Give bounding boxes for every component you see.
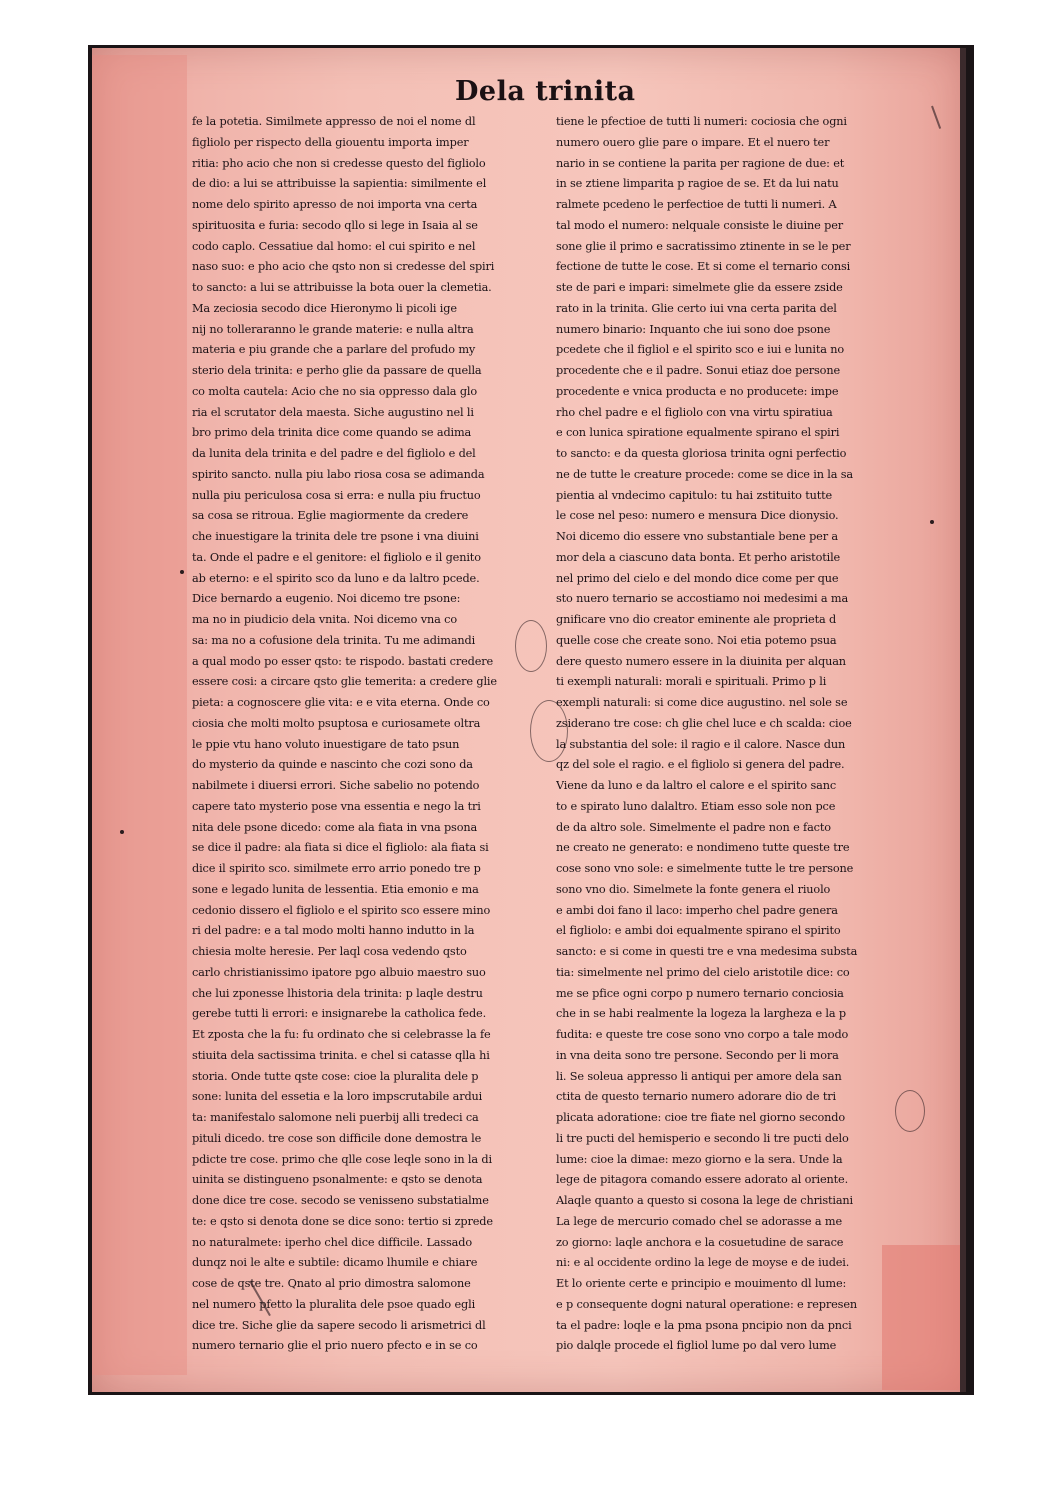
text-line: la substantia del sole: il ragio e il calore. Nasce dun xyxy=(556,737,846,751)
text-line: dere questo numero essere in la diuinita per alquan xyxy=(556,654,846,668)
text-line: ne de tutte le creature procede: come se dice in la sa xyxy=(556,467,854,481)
text-line: sterio dela trinita: e perho glie da passare de quella xyxy=(192,364,482,377)
text-line: ne creato ne generato: e nondimeno tutte queste tre xyxy=(556,841,850,855)
text-line: che in se habi realmente la logeza la largheza e la p xyxy=(556,1007,847,1021)
text-line: cedonio dissero el figliolo e el spirito sco essere mino xyxy=(192,903,491,917)
text-line: do mysterio da quinde e nascinto che cozi sono da xyxy=(192,758,473,772)
text-line: le ppie vtu hano voluto inuestigare de tato psun xyxy=(192,737,460,751)
text-line: lume: cioe la dimae: mezo giorno e la sera. Unde la xyxy=(556,1152,843,1166)
text-line: numero binario: Inquanto che iui sono doe psone xyxy=(556,322,831,336)
text-line: fectione de tutte le cose. Et si come el ternario consi xyxy=(556,260,851,274)
text-line: exempli naturali: si come dice augustino. nel sole se xyxy=(556,696,848,709)
text-line: no naturalmete: iperho chel dice difficile. Lassado xyxy=(192,1235,472,1249)
text-line: spirito sancto. nulla piu labo riosa cosa se adimanda xyxy=(192,467,485,481)
text-line: done dice tre cose. secodo se venisseno substatialme xyxy=(192,1194,489,1207)
water-stain-left xyxy=(92,55,187,1375)
text-line: rho chel padre e el figliolo con vna virtu spiratiua xyxy=(556,405,833,419)
text-line: to sancto: e da questa gloriosa trinita ogni perfectio xyxy=(556,447,847,460)
running-head: Dela trinita xyxy=(455,76,636,107)
text-line: Et zposta che la fu: fu ordinato che si celebrasse la fe xyxy=(192,1028,491,1041)
text-line: procedente e vnica producta e no producete: impe xyxy=(556,384,839,398)
text-line: ti exempli naturali: morali e spirituali. Primo p li xyxy=(556,675,827,689)
text-line: a qual modo po esser qsto: te rispodo. bastati credere xyxy=(192,654,494,668)
text-line: de da altro sole. Simelmente el padre non e facto xyxy=(556,820,831,834)
text-line: uinita se distingueno psonalmente: e qsto se denota xyxy=(192,1173,483,1187)
text-line: nulla piu periculosa cosa si erra: e nulla piu fructuo xyxy=(192,488,481,502)
text-line: te: e qsto si denota done se dice sono: tertio si zprede xyxy=(192,1214,493,1228)
text-line: ralmete pcedeno le perfectioe de tutti li numeri. A xyxy=(556,198,837,211)
text-line: cose sono vno sole: e simelmente tutte le tre persone xyxy=(556,862,854,875)
text-line: li tre pucti del hemisperio e secondo li tre pucti delo xyxy=(556,1131,849,1145)
text-line: nel primo del cielo e del mondo dice come per que xyxy=(556,571,839,585)
text-line: ta. Onde el padre e el genitore: el figliolo e il genito xyxy=(192,550,481,564)
text-line: bro primo dela trinita dice come quando se adima xyxy=(192,426,472,440)
text-line: spirituosita e furia: secodo qllo si lege in Isaia al se xyxy=(192,218,478,232)
text-line: essere cosi: a circare qsto glie temerita: a credere glie xyxy=(192,675,497,689)
text-line: zo giorno: laqle anchora e la cosuetudine de sarace xyxy=(556,1235,844,1249)
text-line: e con lunica spiratione equalmente spirano el spiri xyxy=(556,426,840,440)
text-line: tal modo el numero: nelquale consiste le diuine per xyxy=(556,218,844,232)
right-text-column xyxy=(556,112,896,1357)
text-line: numero ouero glie pare o impare. Et el nuero ter xyxy=(556,135,830,149)
text-line: sa cosa se ritroua. Eglie magiormente da credere xyxy=(192,509,469,523)
text-line: se dice il padre: ala fiata si dice el figliolo: ala fiata si xyxy=(192,841,489,855)
text-line: zsiderano tre cose: ch glie chel luce e ch scalda: cioe xyxy=(556,716,852,730)
text-line: pituli dicedo. tre cose son difficile done demostra le xyxy=(192,1131,482,1145)
text-line: to e spirato luno dalaltro. Etiam esso sole non pce xyxy=(556,799,836,813)
text-line: carlo christianissimo ipatore pgo albuio maestro suo xyxy=(192,965,486,979)
text-line: nel numero pfetto la pluralita dele psoe quado egli xyxy=(192,1297,476,1311)
text-line: ta: manifestalo salomone neli puerbij alli tredeci ca xyxy=(192,1111,479,1124)
text-line: e ambi doi fano il laco: imperho chel padre genera xyxy=(556,903,838,917)
text-line: in se ztiene limparita p ragioe de se. Et da lui natu xyxy=(556,177,839,191)
text-line: nario in se contiene la parita per ragione de due: et xyxy=(556,156,845,170)
text-line: tiene le pfectioe de tutti li numeri: cociosia che ogni xyxy=(556,115,847,128)
text-line: pientia al vndecimo capitulo: tu hai zstituito tutte xyxy=(556,488,833,502)
text-line: sone: lunita del essetia e la loro impscrutabile ardui xyxy=(192,1090,483,1104)
text-line: ria el scrutator dela maesta. Siche augustino nel li xyxy=(192,405,474,419)
text-line: gnificare vno dio creator eminente ale proprieta d xyxy=(556,613,837,626)
text-line: sa: ma no a cofusione dela trinita. Tu me adimandi xyxy=(192,633,476,647)
text-line: ritia: pho acio che non si credesse questo del figliolo xyxy=(192,156,486,170)
margin-dot xyxy=(120,830,124,834)
text-line: storia. Onde tutte qste cose: cioe la pluralita dele p xyxy=(192,1069,479,1083)
pen-flourish xyxy=(895,1090,925,1132)
text-line: pieta: a cognoscere glie vita: e e vita eterna. Onde co xyxy=(192,696,490,709)
text-line: sone glie il primo e sacratissimo ztinente in se le per xyxy=(556,239,851,253)
text-line: plicata adoratione: cioe tre fiate nel giorno secondo xyxy=(556,1111,846,1124)
text-line: lege de pitagora comando essere adorato al oriente. xyxy=(556,1173,849,1187)
text-line: dice tre. Siche glie da sapere secodo li arismetrici dl xyxy=(192,1318,486,1332)
text-line: La lege de mercurio comado chel se adorasse a me xyxy=(556,1214,843,1228)
text-line: da lunita dela trinita e del padre e del figliolo e del xyxy=(192,447,476,460)
text-line: gerebe tutti li errori: e insignarebe la catholica fede. xyxy=(192,1007,487,1021)
text-line: e p consequente dogni natural operatione: e represen xyxy=(556,1297,857,1311)
text-line: nabilmete i diuersi errori. Siche sabelio no potendo xyxy=(192,779,480,792)
text-line: sto nuero ternario se accostiamo noi medesimi a ma xyxy=(556,592,849,606)
left-text-column xyxy=(192,112,532,1357)
text-line: ri del padre: e a tal modo molti hanno indutto in la xyxy=(192,924,475,938)
text-line: ctita de questo ternario numero adorare dio de tri xyxy=(556,1090,836,1104)
text-line: li. Se soleua appresso li antiqui per amore dela san xyxy=(556,1069,842,1083)
text-line: figliolo per rispecto della giouentu importa imper xyxy=(192,135,469,149)
text-line: pio dalqle procede el figliol lume po dal vero lume xyxy=(556,1339,837,1353)
text-line: Dice bernardo a eugenio. Noi dicemo tre psone: xyxy=(192,592,461,606)
text-line: dunqz noi le alte e subtile: dicamo lhumile e chiare xyxy=(192,1256,478,1270)
margin-dot xyxy=(180,570,184,574)
text-line: de dio: a lui se attribuisse la sapientia: similmente el xyxy=(192,177,487,191)
text-line: codo caplo. Cessatiue dal homo: el cui spirito e nel xyxy=(192,239,476,253)
text-line: qz del sole el ragio. e el figliolo si genera del padre. xyxy=(556,758,845,772)
text-line: mor dela a ciascuno data bonta. Et perho aristotile xyxy=(556,550,841,564)
text-line: Alaqle quanto a questo si cosona la lege de christiani xyxy=(556,1194,853,1207)
text-line: sono vno dio. Simelmete la fonte genera el riuolo xyxy=(556,882,831,896)
pen-flourish xyxy=(530,700,568,762)
text-line: co molta cautela: Acio che no sia oppresso dala glo xyxy=(192,384,478,398)
text-line: fudita: e queste tre cose sono vno corpo a tale modo xyxy=(556,1028,849,1041)
text-line: nita dele psone dicedo: come ala fiata in vna psona xyxy=(192,820,478,834)
text-line: sone e legado lunita de lessentia. Etia emonio e ma xyxy=(192,882,479,896)
margin-dot xyxy=(930,520,934,524)
text-line: to sancto: a lui se attribuisse la bota ouer la clemetia. xyxy=(192,281,492,294)
text-line: sancto: e si come in questi tre e vna medesima substa xyxy=(556,945,858,958)
text-line: procedente che e il padre. Sonui etiaz doe persone xyxy=(556,364,840,377)
text-line: ciosia che molti molto psuptosa e curiosamete oltra xyxy=(192,716,481,730)
text-line: numero ternario glie el prio nuero pfecto e in se co xyxy=(192,1339,478,1353)
text-line: ni: e al occidente ordino la lege de moyse e de iudei. xyxy=(556,1256,850,1270)
text-line: ab eterno: e el spirito sco da luno e da laltro pcede. xyxy=(192,571,480,585)
text-line: ta el padre: loqle e la pma psona pncipio non da pnci xyxy=(556,1318,852,1332)
text-line: dice il spirito sco. similmete erro arrio ponedo tre p xyxy=(192,862,481,875)
text-line: che lui zponesse lhistoria dela trinita: p laqle destru xyxy=(192,986,483,1000)
binding-edge xyxy=(960,48,966,1392)
text-line: cose de qste tre. Qnato al prio dimostra salomone xyxy=(192,1277,471,1290)
text-line: materia e piu grande che a parlare del profudo my xyxy=(192,343,476,357)
text-line: che inuestigare la trinita dele tre psone i vna diuini xyxy=(192,530,479,543)
text-line: tia: simelmente nel primo del cielo aristotile dice: co xyxy=(556,965,850,979)
text-line: pcedete che il figliol e el spirito sco e iui e lunita no xyxy=(556,343,845,357)
text-line: quelle cose che create sono. Noi etia potemo psua xyxy=(556,633,837,647)
text-line: me se pfice ogni corpo p numero ternario conciosia xyxy=(556,986,844,1000)
text-line: el figliolo: e ambi doi equalmente spirano el spirito xyxy=(556,924,841,938)
text-line: Viene da luno e da laltro el calore e el spirito sanc xyxy=(556,779,837,792)
text-line: Noi dicemo dio essere vno substantiale bene per a xyxy=(556,530,838,543)
text-line: capere tato mysterio pose vna essentia e nego la tri xyxy=(192,799,481,813)
text-line: chiesia molte heresie. Per laql cosa vedendo qsto xyxy=(192,945,467,958)
pen-flourish xyxy=(515,620,547,672)
text-line: ste de pari e impari: simelmete glie da essere zside xyxy=(556,281,843,294)
text-line: nome delo spirito apresso de noi importa vna certa xyxy=(192,198,478,211)
text-line: pdicte tre cose. primo che qlle cose leqle sono in la di xyxy=(192,1152,492,1166)
text-line: ma no in piudicio dela vnita. Noi dicemo vna co xyxy=(192,613,457,626)
text-line: nij no tolleraranno le grande materie: e nulla altra xyxy=(192,322,474,336)
text-line: naso suo: e pho acio che qsto non si credesse del spiri xyxy=(192,260,495,274)
text-line: stiuita dela sactissima trinita. e chel si catasse qlla hi xyxy=(192,1048,490,1062)
text-line: Ma zeciosia secodo dice Hieronymo li picoli ige xyxy=(192,301,457,315)
text-line: Et lo oriente certe e principio e mouimento dl lume: xyxy=(556,1277,847,1290)
text-line: rato in la trinita. Glie certo iui vna certa parita del xyxy=(556,301,837,315)
text-line: le cose nel peso: numero e mensura Dice dionysio. xyxy=(556,509,839,523)
text-line: in vna deita sono tre persone. Secondo per li mora xyxy=(556,1048,839,1062)
text-line: fe la potetia. Similmete appresso de noi el nome dl xyxy=(192,115,476,128)
